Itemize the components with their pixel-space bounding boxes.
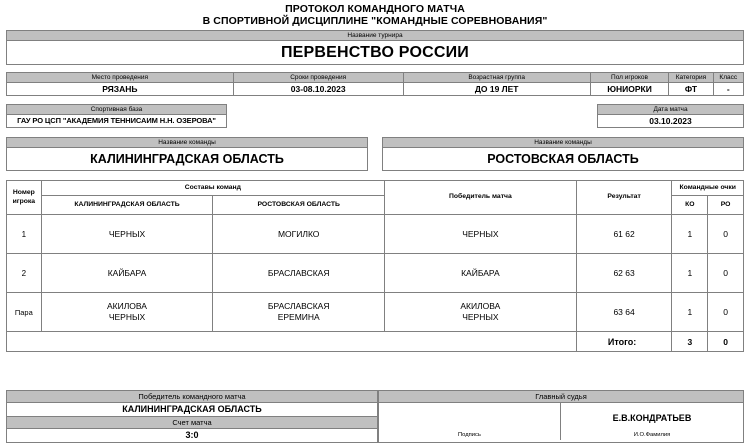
header-team-points: Командные очки <box>672 181 744 196</box>
match-score-value: 3:0 <box>7 429 377 442</box>
header-lineups: Составы команд <box>41 181 384 196</box>
row-home-player: КАЙБАРА <box>41 254 213 293</box>
row-ko: 1 <box>672 215 708 254</box>
row-ko: 1 <box>672 254 708 293</box>
signature-cell <box>379 403 561 440</box>
match-winner-caption: Победитель командного матча <box>7 391 377 403</box>
away-team-block <box>382 137 744 171</box>
info-gender-caption: Пол игроков <box>591 73 669 83</box>
info-category <box>669 73 713 95</box>
home-team-caption: Название команды <box>7 138 367 148</box>
row-winner-line1: АКИЛОВА <box>460 301 501 311</box>
away-team-caption: Название команды <box>383 138 743 148</box>
table-row <box>7 215 744 254</box>
header-result: Результат <box>576 181 672 215</box>
row-home-player <box>41 293 213 332</box>
totals-po: 0 <box>708 332 744 352</box>
info-category-caption: Категория <box>669 73 712 83</box>
row-home-player-line1: АКИЛОВА <box>106 301 147 311</box>
row-number: Пара <box>7 293 42 332</box>
totals-spacer <box>7 332 577 352</box>
row-home-player: ЧЕРНЫХ <box>41 215 213 254</box>
info-strip <box>6 72 744 96</box>
totals-row <box>7 332 744 352</box>
row-result: 62 63 <box>576 254 672 293</box>
row-po: 0 <box>708 254 744 293</box>
home-team-block <box>6 137 368 171</box>
info-dates-value: 03-08.10.2023 <box>234 83 403 95</box>
info-place <box>7 73 234 95</box>
table-row <box>7 254 744 293</box>
row-po: 0 <box>708 215 744 254</box>
home-team-name: КАЛИНИНГРАДСКАЯ ОБЛАСТЬ <box>7 148 367 170</box>
match-date-block <box>597 104 744 128</box>
row-winner-line2: ЧЕРНЫХ <box>462 312 499 322</box>
header-po: РО <box>708 196 744 215</box>
info-place-caption: Место проведения <box>7 73 233 83</box>
away-team-name: РОСТОВСКАЯ ОБЛАСТЬ <box>383 148 743 170</box>
results-header-row-1 <box>7 181 744 196</box>
row-winner: КАЙБАРА <box>385 254 577 293</box>
info-dates-caption: Сроки проведения <box>234 73 403 83</box>
sports-base-value: ГАУ РО ЦСП "АКАДЕМИЯ ТЕННИСАИМ Н.Н. ОЗЕРОВА" <box>7 115 226 127</box>
header-player-number <box>7 181 42 215</box>
judge-name: Е.В.КОНДРАТЬЕВ <box>612 413 692 423</box>
row-result: 61 62 <box>576 215 672 254</box>
sports-base-block <box>6 104 227 128</box>
signature-area <box>379 403 743 440</box>
tournament-name: ПЕРВЕНСТВО РОССИИ <box>7 41 743 64</box>
judge-name-label: И.О.Фамилия <box>633 432 671 438</box>
info-place-value: РЯЗАНЬ <box>7 83 233 95</box>
header-match-winner: Победитель матча <box>385 181 577 215</box>
row-ko: 1 <box>672 293 708 332</box>
base-and-date-row <box>6 104 744 128</box>
header-player-number-line1: Номер <box>12 189 35 196</box>
chief-judge-caption: Главный судья <box>379 391 743 403</box>
info-dates <box>234 73 404 95</box>
document-title-line1: ПРОТОКОЛ КОМАНДНОГО МАТЧА <box>285 3 465 15</box>
tournament-block <box>6 30 744 65</box>
header-team-home: КАЛИНИНГРАДСКАЯ ОБЛАСТЬ <box>41 196 213 215</box>
info-age-caption: Возрастная группа <box>404 73 590 83</box>
row-result: 63 64 <box>576 293 672 332</box>
row-winner: ЧЕРНЫХ <box>385 215 577 254</box>
sports-base-caption: Спортивная база <box>7 105 226 115</box>
info-age-group <box>404 73 591 95</box>
row-number: 2 <box>7 254 42 293</box>
info-category-value: ФТ <box>669 83 712 95</box>
info-class-caption: Класс <box>714 73 743 83</box>
info-class-value: - <box>714 83 743 95</box>
results-table <box>6 180 744 352</box>
document-title-line2: В СПОРТИВНОЙ ДИСЦИПЛИНЕ "КОМАНДНЫЕ СОРЕВНОВАНИЯ" <box>202 15 548 27</box>
match-winner-value: КАЛИНИНГРАДСКАЯ ОБЛАСТЬ <box>7 403 377 417</box>
info-gender <box>591 73 670 95</box>
row-away-player-line2: ЕРЕМИНА <box>277 312 320 322</box>
match-score-caption: Счет матча <box>7 417 377 429</box>
totals-label: Итого: <box>576 332 672 352</box>
row-away-player: МОГИЛКО <box>213 215 385 254</box>
row-winner <box>385 293 577 332</box>
footer <box>6 390 744 443</box>
table-row <box>7 293 744 332</box>
chief-judge-block <box>378 390 744 443</box>
info-gender-value: ЮНИОРКИ <box>591 83 669 95</box>
row-away-player <box>213 293 385 332</box>
totals-ko: 3 <box>672 332 708 352</box>
info-class <box>714 73 743 95</box>
tournament-caption: Название турнира <box>7 31 743 41</box>
row-home-player-line2: ЧЕРНЫХ <box>108 312 146 322</box>
row-away-player-line1: БРАСЛАВСКАЯ <box>267 301 330 311</box>
team-name-panels <box>6 137 744 171</box>
row-po: 0 <box>708 293 744 332</box>
match-winner-block <box>6 390 378 443</box>
match-date-caption: Дата матча <box>598 105 743 115</box>
header-team-away: РОСТОВСКАЯ ОБЛАСТЬ <box>213 196 385 215</box>
row-number: 1 <box>7 215 42 254</box>
header-player-number-line2: игрока <box>12 197 36 205</box>
row-away-player: БРАСЛАВСКАЯ <box>213 254 385 293</box>
match-date-value: 03.10.2023 <box>598 115 743 127</box>
info-age-value: ДО 19 ЛЕТ <box>404 83 590 95</box>
signature-label: Подпись <box>458 432 481 438</box>
header-ko: КО <box>672 196 708 215</box>
judge-name-cell <box>561 403 743 440</box>
